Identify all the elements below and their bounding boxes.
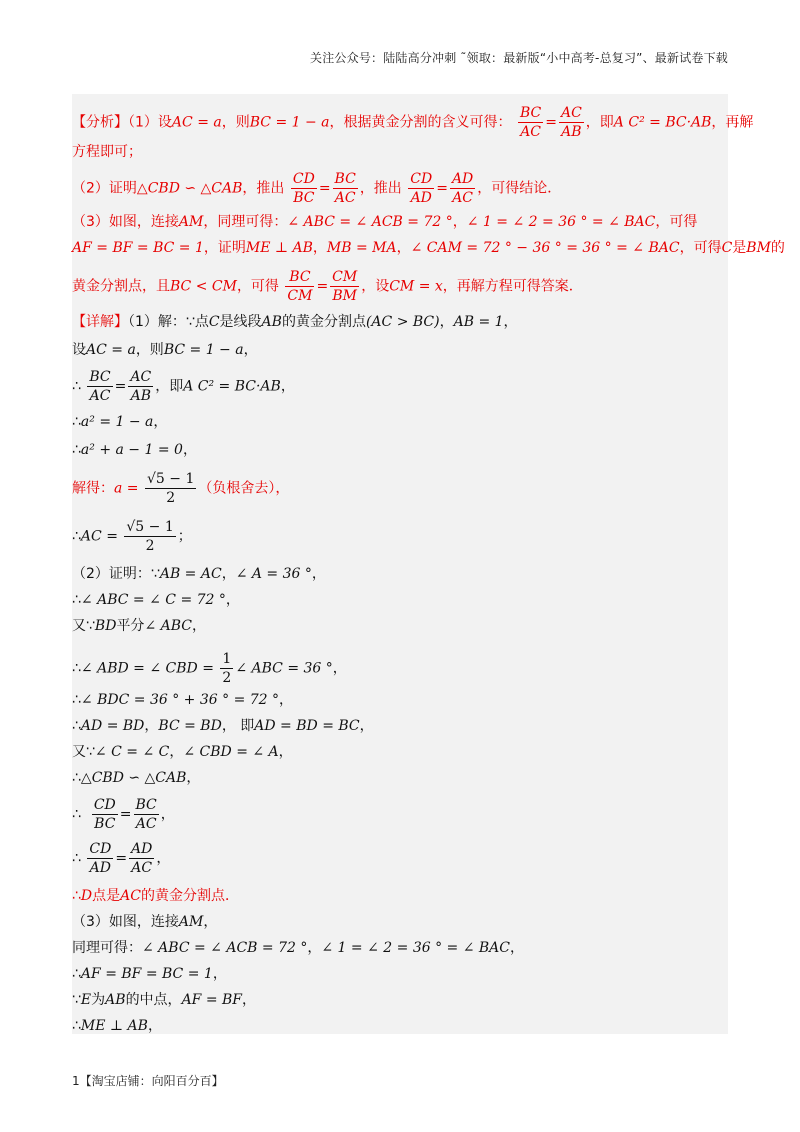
detail-line-10 (72, 616, 206, 636)
text: ， (156, 850, 171, 867)
text: ，同理可得： (203, 214, 288, 230)
fraction: $\frac{BC}{CM}$ (287, 269, 313, 304)
fraction: $\frac{AD}{AC}$ (131, 841, 153, 876)
text: ， (439, 314, 454, 330)
analysis-line-6: 黄金分割点，且BC < CM，可得 $\frac{BC}{CM}$ = $\frac{CM}{BM}$ ，设CM = x，再解方程可得答案． (72, 269, 583, 304)
detail-line-21 (72, 964, 227, 984)
text: ，证明 (203, 240, 246, 256)
text: ， (278, 744, 293, 760)
fraction: $\frac{CM}{BM}$ (332, 269, 358, 304)
text: ， (332, 660, 347, 677)
fraction: $\frac{√5 - 1}{2}$ (126, 519, 174, 554)
math: BC = 1 − a (249, 114, 330, 131)
math: AB = 1 (453, 314, 504, 330)
fraction: $\frac{CD}{BC}$ (93, 797, 116, 832)
text: ， (186, 770, 201, 786)
math: AB = AC (159, 566, 222, 582)
text: ，再解 (711, 114, 754, 131)
text: ， (279, 692, 294, 708)
text: ∴ (72, 442, 81, 458)
fraction: $\frac{CD}{AD}$ (89, 841, 112, 876)
text: 平分 (116, 618, 145, 634)
math: C (208, 314, 220, 330)
page-header: 关注公众号：陆陆高分冲刺 ˜领取：最新版“小中高考-总复习”、最新试卷下载 (310, 51, 728, 65)
text: ，可得 (655, 214, 698, 230)
text: ∴ (72, 718, 81, 734)
text: ∴ (72, 966, 81, 982)
math: ∠ CBD = ∠ A (183, 744, 279, 760)
math: a² = 1 − a (80, 414, 154, 430)
analysis-tag: 【分析】 (72, 114, 128, 131)
math: ∠ ABC = 36 ° (235, 660, 333, 677)
text: （2）证明：∵ (72, 566, 160, 582)
math: ∠ ABD = ∠ CBD = (80, 660, 214, 677)
math: AC = a (171, 114, 222, 131)
text: ， (243, 342, 258, 358)
math: △CBD ∽ △CAB (136, 180, 243, 197)
math: ∠ A = 36 ° (235, 566, 312, 582)
detail-line-18 (72, 886, 239, 906)
text: （负根舍去）， (198, 480, 290, 497)
math: ∠ BDC = 36 ° + 36 ° = 72 ° (80, 692, 280, 708)
text: ，推出 (242, 180, 285, 197)
detail-line-4 (72, 412, 167, 432)
math: ∠ CAM = 72 ° − 36 ° = 36 ° = ∠ BAC (410, 240, 680, 256)
text: ， (212, 966, 227, 982)
text: ， (312, 240, 327, 256)
fraction: $\frac{BC}{AC}$ (135, 797, 157, 832)
math: BC = BD (158, 718, 222, 734)
analysis-line-5 (72, 238, 785, 258)
math: AF = BF = BC = 1 (72, 240, 204, 256)
math: AB (261, 314, 282, 330)
text: ∴ (72, 528, 81, 545)
math: ∠ C = ∠ C (94, 744, 170, 760)
math: AC = (80, 528, 118, 545)
fraction: $\frac{AD}{AC}$ (451, 171, 474, 206)
text: 是线段 (219, 314, 262, 330)
text: ∵ (72, 992, 81, 1008)
math: ∠ ABC = ∠ C = 72 ° (80, 592, 226, 608)
math: AM (178, 914, 204, 930)
math: a = (114, 480, 139, 497)
text: ∴ (72, 692, 81, 708)
math: △CBD ∽ △CAB (80, 770, 187, 786)
math: ∠ ABC = ∠ ACB = 72 ° (142, 940, 308, 956)
fraction: $\frac{CD}{BC}$ (292, 171, 315, 206)
math: BD (94, 618, 117, 634)
text: ∴ (72, 592, 81, 608)
text: ∴ (72, 414, 81, 430)
text: 的黄金分割点． (140, 888, 239, 904)
text: ，可得 (236, 278, 279, 295)
text: （3）如图，连接 (72, 914, 179, 930)
text: ，推出 (359, 180, 402, 197)
math: AD = BD = BC (254, 718, 360, 734)
text: ∴ (72, 770, 81, 786)
math: AD = BD (80, 718, 145, 734)
detail-line-1 (72, 312, 518, 332)
analysis-line-2: 方程即可； (72, 144, 142, 160)
text: 又∵ (72, 618, 95, 634)
text: ， (307, 940, 322, 956)
detail-line-3: ∴ $\frac{BC}{AC}$ = $\frac{AC}{AB}$ ，即A C² = BC·AB， (72, 369, 295, 404)
analysis-line-3: （2）证明△CBD ∽ △CAB，推出 $\frac{CD}{BC}$ = $\frac{BC}{AC}$ ，推出 $\frac{CD}{AD}$ = $\frac{AD}{AC}$ ，可得结论． (72, 171, 562, 206)
text: ，可得结论． (477, 180, 562, 197)
text: ， (144, 718, 159, 734)
math: C (721, 240, 733, 256)
text: ，再解方程可得答案． (442, 278, 583, 295)
math: ∠ 1 = ∠ 2 = 36 ° = ∠ BAC (466, 214, 656, 230)
fraction: $\frac{AC}{AB}$ (560, 105, 582, 140)
fraction: $\frac{1}{2}$ (222, 651, 232, 686)
fraction: $\frac{√5 - 1}{2}$ (146, 471, 195, 506)
text: 是 (732, 240, 747, 256)
detail-line-13 (72, 716, 374, 736)
text: ， (452, 214, 467, 230)
text: ， (510, 940, 524, 956)
text: ， (503, 314, 518, 330)
math: AM (178, 214, 204, 230)
text: ， (359, 718, 374, 734)
math: CM = x (389, 278, 443, 295)
detail-tag: 【详解】 (72, 314, 128, 330)
detail-line-9 (72, 590, 240, 610)
math: a² + a − 1 = 0 (80, 442, 183, 458)
text: ， (311, 566, 326, 582)
fraction: $\frac{CD}{AD}$ (410, 171, 433, 206)
math: ME ⊥ AB (80, 1018, 148, 1034)
math: D (80, 888, 93, 904)
text: ∴ (72, 660, 81, 677)
math: AB (105, 992, 126, 1008)
detail-line-17: ∴ $\frac{CD}{AD}$ = $\frac{AD}{AC}$ ， (72, 841, 171, 876)
text: ， (147, 1018, 162, 1034)
text: ，即 (155, 378, 184, 395)
detail-line-14 (72, 742, 293, 762)
text: ，根据黄金分割的含义可得： (329, 114, 512, 131)
text: ，则 (221, 114, 250, 131)
text: ∴ (72, 850, 81, 867)
detail-line-22 (72, 990, 256, 1010)
text: ∴ (72, 888, 81, 904)
text: 的中点， (125, 992, 182, 1008)
math: ∠ ABC (144, 618, 192, 634)
math: ∠ 1 = ∠ 2 = 36 ° = ∠ BAC (321, 940, 510, 956)
fraction: $\frac{BC}{AC}$ (334, 171, 356, 206)
text: ， (169, 744, 184, 760)
detail-line-2 (72, 340, 258, 360)
text: ，则 (135, 342, 164, 358)
math: A C² = BC·AB (183, 378, 281, 395)
text: ， (242, 992, 257, 1008)
math: MB = MA (326, 240, 397, 256)
detail-line-12 (72, 690, 293, 710)
text: 又∵ (72, 744, 95, 760)
page-footer: 1【淘宝店铺：向阳百分百】 (72, 1074, 224, 1088)
text: 同理可得： (72, 940, 142, 956)
detail-line-20 (72, 938, 524, 958)
math: AC = a (86, 342, 136, 358)
analysis-line-4 (72, 212, 697, 232)
text: ， (182, 442, 197, 458)
text: ， (280, 378, 295, 395)
text: ， 即 (221, 718, 255, 734)
math: ∠ ABC = ∠ ACB = 72 ° (287, 214, 453, 230)
fraction: $\frac{BC}{AC}$ (89, 369, 111, 404)
detail-line-16: ∴ $\frac{CD}{BC}$ = $\frac{BC}{AC}$ ， (72, 797, 175, 832)
text: （2）证明 (72, 180, 137, 197)
math: AF = BF = BC = 1 (80, 966, 213, 982)
text: ∴ (72, 806, 81, 823)
detail-line-11 (72, 650, 347, 687)
text: 黄金分割点，且 (72, 278, 170, 295)
text: ，可得 (679, 240, 722, 256)
detail-line-6 (72, 470, 289, 507)
text: 设 (72, 342, 86, 358)
text: 解得： (72, 480, 114, 497)
fraction: $\frac{BC}{AC}$ (519, 105, 542, 140)
text: ， (221, 566, 236, 582)
text: 点是 (92, 888, 121, 904)
text: ∴ (72, 378, 81, 395)
text: （3）如图，连接 (72, 214, 179, 230)
math: A C² = BC·AB (613, 114, 712, 131)
text: ， (192, 618, 206, 634)
text: ， (153, 414, 168, 430)
math: BM (746, 240, 771, 256)
math: (AC > BC) (365, 314, 440, 330)
math: BC < CM (170, 278, 237, 295)
text: ， (396, 240, 411, 256)
text: 的黄金分割点 (281, 314, 366, 330)
math: BC = 1 − a (163, 342, 244, 358)
text: ，设 (361, 278, 390, 295)
math: E (80, 992, 92, 1008)
text: ； (177, 528, 192, 545)
text: ， (225, 592, 240, 608)
text: （1）设 (128, 114, 172, 131)
analysis-line-1: 【分析】（1）设AC = a，则BC = 1 − a，根据黄金分割的含义可得： $\frac{BC}{AC}$ = $\frac{AC}{AB}$ ，即A C² = BC·AB，再解 (72, 105, 754, 140)
math: AC (120, 888, 141, 904)
text: ，即 (585, 114, 614, 131)
text: ， (160, 806, 175, 823)
detail-line-19 (72, 912, 217, 932)
text: 为 (91, 992, 106, 1008)
detail-line-23 (72, 1016, 162, 1036)
detail-line-8 (72, 564, 326, 584)
text: ∴ (72, 1018, 81, 1034)
detail-line-7 (72, 518, 192, 555)
fraction: $\frac{AC}{AB}$ (130, 369, 152, 404)
math: AF = BF (181, 992, 243, 1008)
math: ME ⊥ AB (245, 240, 313, 256)
detail-line-5 (72, 440, 197, 460)
detail-line-15 (72, 768, 200, 788)
text: （1）解：∵点 (128, 314, 209, 330)
text: 的 (770, 240, 785, 256)
text: ， (203, 914, 218, 930)
